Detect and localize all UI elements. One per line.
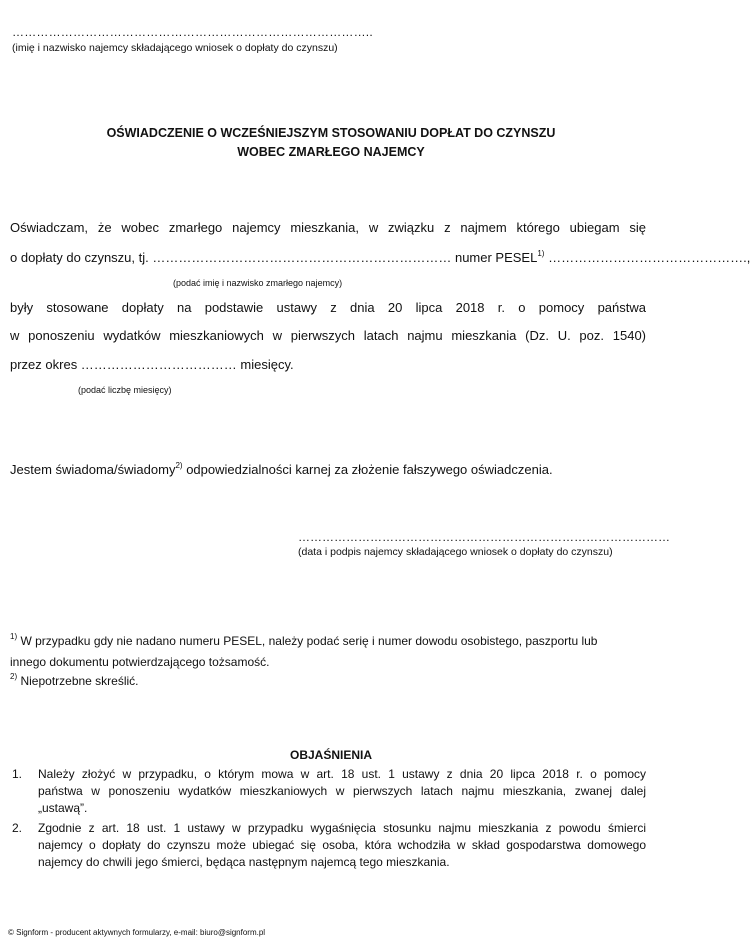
pesel-field: ………………………………………., — [544, 250, 750, 265]
footnote-1-mark: 1) — [10, 632, 18, 641]
statement-line-5: przez okres ……………………………… miesięcy. — [10, 357, 294, 372]
signature-field: ………………………………………………………………………………… — [298, 530, 670, 544]
explanation-2-number: 2. — [12, 821, 23, 835]
statement-line-3: były stosowane dopłaty na podstawie ustawy z dnia 20 lipca 2018 r. o pomocy państwa — [10, 300, 646, 315]
explanation-1-line-3: „ustawą”. — [38, 801, 88, 815]
explanation-1-line-1: Należy złożyć w przypadku, o którym mowa w art. 18 ust. 1 ustawy z dnia 20 lipca 2018 r. o pomocy — [38, 767, 646, 781]
explanation-2-line-1: Zgodnie z art. 18 ust. 1 ustawy w przypadku wygaśnięcia stosunku najmu mieszkania z powodu śmierci — [38, 821, 646, 835]
explanation-2-line-2: najemcy o dopłaty do czynszu może ubiegać się osoba, która wchodziła w skład gospodarstwa domowego — [38, 838, 646, 852]
statement-line-1: Oświadczam, że wobec zmarłego najemcy mieszkania, w związku z najmem którego ubiegam się — [10, 220, 646, 235]
footnote-1-continued: innego dokumentu potwierdzającego tożsamość. — [10, 655, 270, 669]
document-subtitle: WOBEC ZMARŁEGO NAJEMCY — [237, 145, 425, 159]
explanations-heading: OBJAŚNIENIA — [289, 748, 372, 762]
statement-line-4: w ponoszeniu wydatków mieszkaniowych w pierwszych latach najmu mieszkania (Dz. U. poz. 1540) — [10, 328, 646, 343]
statement-line-2 — [10, 249, 750, 265]
awareness-text: Jestem świadoma/świadomy — [10, 462, 176, 477]
explanation-2-line-3: najemcy do chwili jego śmierci, będąca następnym najemcą tego mieszkania. — [38, 855, 450, 869]
statement-line-2-text: o dopłaty do czynszu, tj. …………………………………………………………… numer PESEL — [10, 250, 538, 265]
applicant-name-field: …………………………………………………………………………….. — [12, 25, 373, 39]
page-footer: © Signform - producent aktywnych formularzy, e-mail: biuro@signform.pl — [8, 928, 266, 937]
applicant-name-caption: (imię i nazwisko najemcy składającego wniosek o dopłaty do czynszu) — [12, 42, 338, 54]
footnote-1 — [10, 634, 597, 648]
footnote-2-text: Niepotrzebne skreślić. — [17, 674, 139, 688]
document-title: OŚWIADCZENIE O WCZEŚNIEJSZYM STOSOWANIU DOPŁAT DO CZYNSZU — [106, 126, 556, 140]
footnote-2 — [10, 674, 139, 688]
months-hint: (podać liczbę miesięcy) — [78, 385, 172, 395]
awareness-text-rest: odpowiedzialności karnej za złożenie fałszywego oświadczenia. — [182, 462, 553, 477]
footnote-ref-1: 1) — [537, 249, 545, 258]
footnote-2-mark: 2) — [10, 672, 18, 681]
footnote-ref-2: 2) — [175, 461, 183, 470]
signature-caption: (data i podpis najemcy składającego wniosek o dopłaty do czynszu) — [298, 546, 613, 558]
footnote-1-text: W przypadku gdy nie nadano numeru PESEL, należy podać serię i numer dowodu osobistego, paszportu lub — [17, 634, 598, 648]
awareness-statement — [10, 462, 646, 477]
explanation-1-line-2: państwa w ponoszeniu wydatków mieszkaniowych w pierwszych latach najmu mieszkania, zwanej dalej — [38, 784, 646, 798]
deceased-name-hint: (podać imię i nazwisko zmarłego najemcy) — [173, 278, 343, 288]
explanation-1-number: 1. — [12, 767, 23, 781]
